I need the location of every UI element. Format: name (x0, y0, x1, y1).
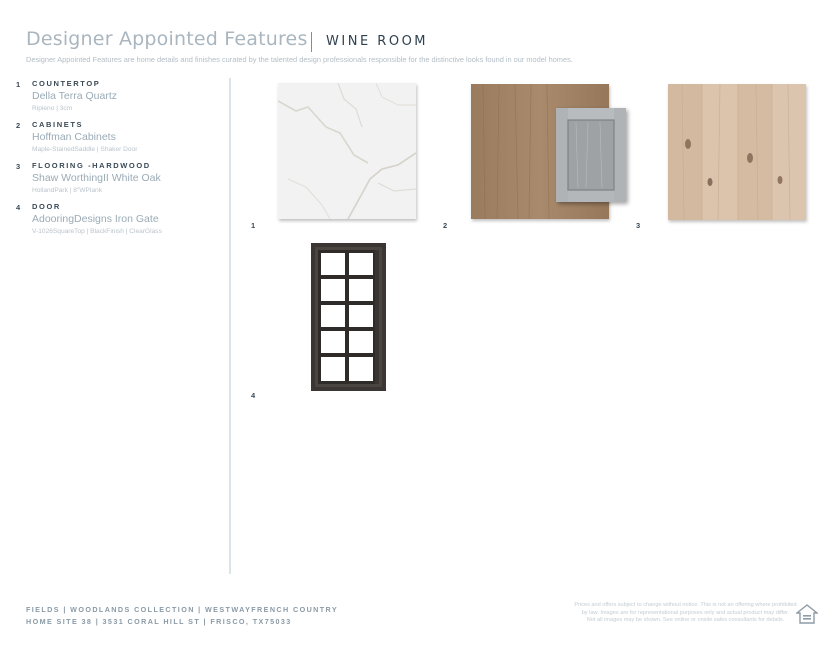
feature-number: 2 (16, 121, 21, 130)
feature-number: 1 (16, 80, 21, 89)
shaker-door-sample (556, 108, 626, 202)
feature-item-door (16, 202, 221, 235)
swatch-number: 2 (443, 221, 448, 230)
page-title: Designer Appointed Features (26, 28, 308, 50)
quartz-swatch-image (278, 83, 416, 219)
white-oak-texture (668, 84, 806, 220)
quartz-texture (278, 83, 416, 219)
equal-housing-icon (796, 604, 818, 624)
room-name: WINE ROOM (326, 34, 429, 49)
feature-item-cabinets (16, 120, 221, 153)
feature-list (16, 79, 221, 243)
footer-homesite: HOME SITE 38 | 3531 CORAL HILL ST | FRISCO, TX75033 (26, 617, 292, 626)
feature-number: 4 (16, 203, 21, 212)
feature-category: CABINETS (32, 120, 84, 129)
feature-detail: HollandPark | 8"WPlank (32, 187, 103, 194)
feature-category: FLOORING -HARDWOOD (32, 161, 151, 170)
title-row (26, 28, 826, 50)
title-divider (311, 32, 313, 52)
swatch-number: 4 (251, 391, 256, 400)
shaker-door-texture (556, 108, 626, 202)
equal-housing-icon-graphic (796, 604, 818, 624)
iron-gate-drawing (311, 243, 386, 391)
feature-category: COUNTERTOP (32, 79, 101, 88)
footer-disclaimer (538, 602, 833, 625)
disclaimer-line: Prices and offers subject to change without notice. This is not an offering where prohibited (574, 602, 797, 608)
feature-category: DOOR (32, 202, 61, 211)
footer-address (26, 604, 338, 628)
feature-detail: V-1026SquareTop | BlackFinish | ClearGlass (32, 228, 162, 235)
swatch-number: 3 (636, 221, 641, 230)
disclaimer-line: by law. Images are for representational purposes only and actual product may differ. (581, 609, 790, 616)
feature-number: 3 (16, 162, 21, 171)
page-header (26, 28, 826, 64)
feature-detail: Maple-StainedSaddle | Shaker Door (32, 146, 138, 153)
column-divider (229, 78, 231, 574)
feature-detail: Ripieno | 3cm (32, 105, 73, 112)
disclaimer-line: Not all images may be shown. See online or onsite sales consultants for details. (586, 617, 785, 624)
feature-item-flooring (16, 161, 221, 194)
feature-name: Hoffman Cabinets (32, 131, 116, 143)
feature-name: Shaw WorthingII White Oak (32, 172, 161, 184)
swatch-number: 1 (251, 221, 256, 230)
page-subtitle: Designer Appointed Features are home details and finishes curated by the talented design professionals responsible for the distinctive looks found in our model homes. (26, 55, 573, 64)
feature-name: AdooringDesigns Iron Gate (32, 213, 159, 225)
oak-flooring-swatch-image (668, 84, 806, 220)
footer-community: FIELDS | WOODLANDS COLLECTION | WESTWAYFRENCH COUNTRY (26, 605, 339, 614)
feature-item-countertop (16, 79, 221, 112)
iron-gate-door-image (311, 243, 386, 391)
feature-name: Della Terra Quartz (32, 90, 118, 102)
